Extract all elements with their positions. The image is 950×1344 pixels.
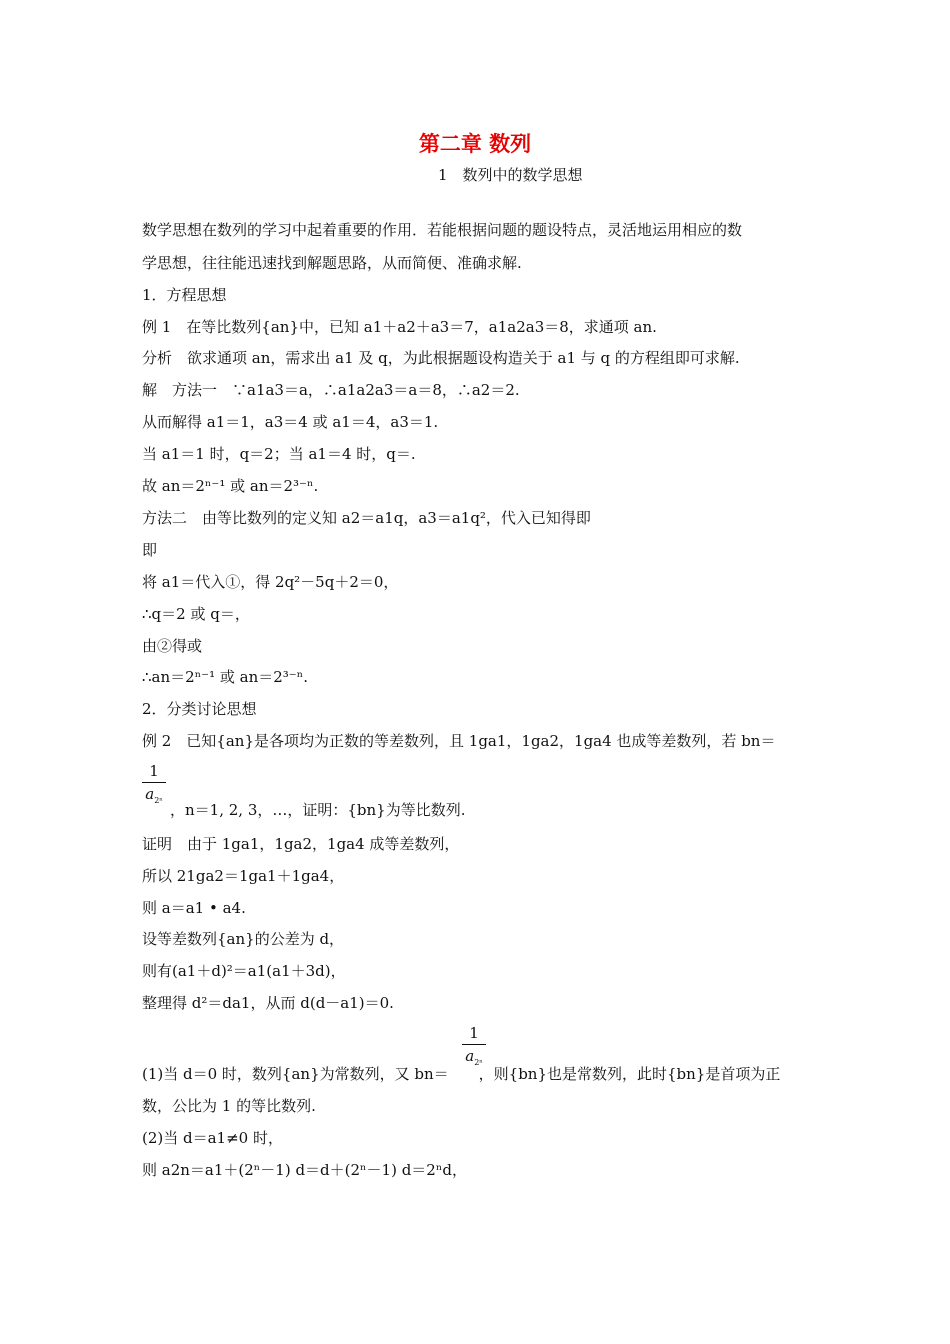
- text-line: 当 a1＝1 时，q＝2；当 a1＝4 时，q＝.: [142, 445, 416, 463]
- text-line: 例 1 在等比数列{an}中，已知 a1＋a2＋a3＝7，a1a2a3＝8，求通项 an.: [142, 318, 657, 336]
- text-line: (1)当 d＝0 时，数列{an}为常数列，又 bn＝ ，则{bn}也是常数列，此时{bn}是首项为正: [142, 1065, 781, 1083]
- text-line: 学思想，往往能迅速找到解题思路，从而简便、准确求解.: [142, 254, 522, 272]
- text-line: 即: [142, 541, 158, 559]
- text-line: 整理得 d²＝da1，从而 d(d－a1)＝0.: [142, 994, 394, 1012]
- text-line: 由②得或: [142, 637, 203, 655]
- text-line: 例 2 已知{an}是各项均为正数的等差数列，且 1ga1，1ga2，1ga4 也成等差数列，若 bn＝: [142, 732, 776, 750]
- text-line: 则 a＝a1 • a4.: [142, 899, 246, 917]
- text-line: 将 a1＝代入①，得 2q²－5q＋2＝0，: [142, 573, 399, 591]
- text-line: 1．方程思想: [142, 286, 227, 304]
- text-line: ∴an＝2ⁿ⁻¹ 或 an＝2³⁻ⁿ.: [142, 668, 308, 686]
- text-line: 数，公比为 1 的等比数列.: [142, 1097, 316, 1115]
- text-line: 设等差数列{an}的公差为 d，: [142, 930, 345, 948]
- text-line: 证明 由于 1ga1，1ga2，1ga4 成等差数列，: [142, 835, 460, 853]
- text-line: ，n＝1, 2, 3，…，证明：{bn}为等比数列.: [170, 801, 466, 819]
- text-line: 故 an＝2ⁿ⁻¹ 或 an＝2³⁻ⁿ.: [142, 477, 319, 495]
- text-line: ∴q＝2 或 q＝，: [142, 605, 250, 623]
- text-line: 从而解得 a1＝1，a3＝4 或 a1＝4，a3＝1.: [142, 413, 439, 431]
- fraction-b-n: 1 $a_{2^n}$: [142, 762, 166, 805]
- fraction-b-n-inline: 1 $a_{2^n}$: [462, 1024, 486, 1067]
- text-line: 解 方法一 ∵a1a3＝a，∴a1a2a3＝a＝8，∴a2＝2.: [142, 381, 520, 399]
- section-title: 1 数列中的数学思想: [438, 166, 583, 184]
- text-line: 所以 21ga2＝1ga1＋1ga4，: [142, 867, 345, 885]
- text-line: 分析 欲求通项 an，需求出 a1 及 q，为此根据题设构造关于 a1 与 q 的方程组即可求解.: [142, 349, 740, 367]
- chapter-title: 第二章 数列: [418, 131, 532, 156]
- text-line: 方法二 由等比数列的定义知 a2＝a1q，a3＝a1q²，代入已知得即: [142, 509, 591, 527]
- text-line: 2．分类讨论思想: [142, 700, 257, 718]
- text-line: 则 a2n＝a1＋(2ⁿ－1) d＝d＋(2ⁿ－1) d＝2ⁿd，: [142, 1161, 467, 1179]
- text-line: (2)当 d＝a1≠0 时，: [142, 1129, 283, 1147]
- text-line: 则有(a1＋d)²＝a1(a1＋3d)，: [142, 962, 346, 980]
- text-line: 数学思想在数列的学习中起着重要的作用．若能根据问题的题设特点，灵活地运用相应的数: [142, 221, 743, 239]
